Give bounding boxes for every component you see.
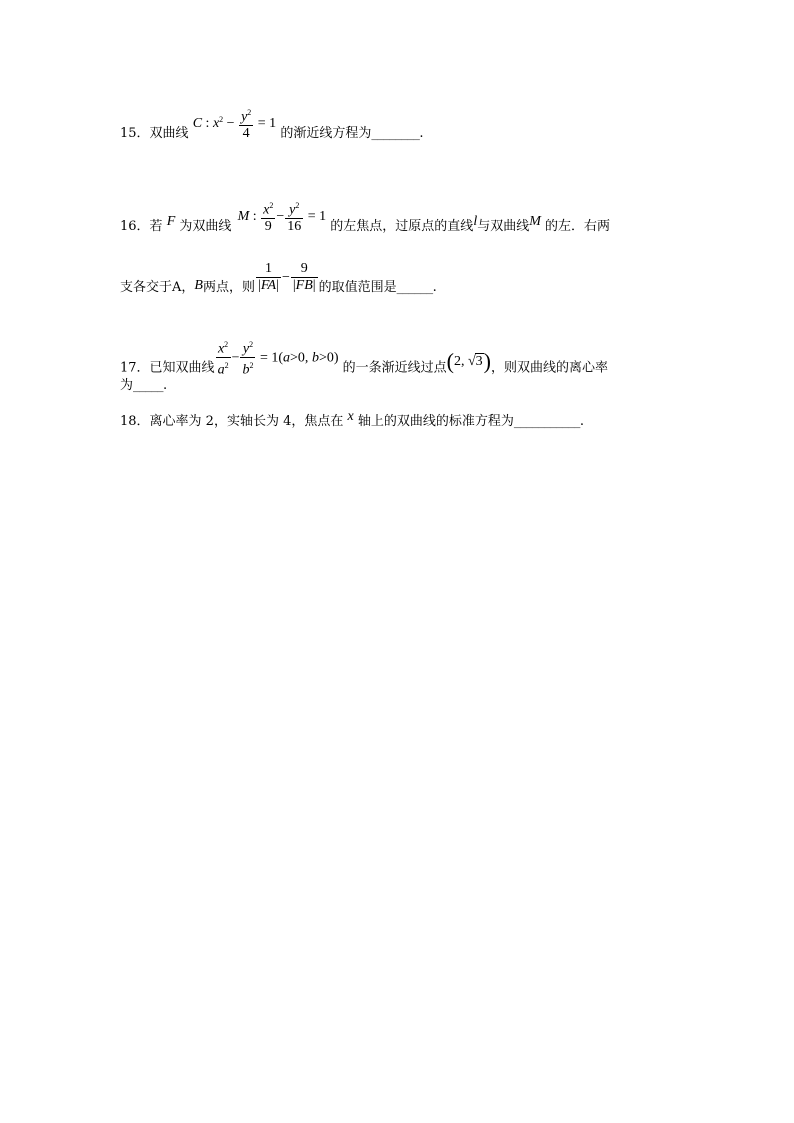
q18-number: 18． <box>120 414 150 429</box>
question-17-line-2 <box>120 378 167 394</box>
question-16 <box>120 201 611 244</box>
q17-text-c: ，则双曲线的离心率 <box>491 360 609 376</box>
q16-text-end: . <box>432 280 437 295</box>
q17-point: (2, √3) <box>446 348 491 374</box>
q16-text-l2a: 支各交于 <box>120 280 173 295</box>
q15-answer-blank: ________ <box>371 126 420 142</box>
q18-var-x: x <box>347 409 354 424</box>
q17-number: 17． <box>120 360 150 376</box>
q16-text-l2c: ， <box>181 280 195 295</box>
q16-text-l2e: 的取值范围是 <box>318 280 397 295</box>
q15-text-mid: 的渐近线方程为 <box>280 126 372 142</box>
q16-number: 16． <box>120 219 150 235</box>
q15-equation: C : $x^2$ − $\frac{y^2}{4}$ = 1 <box>192 108 277 142</box>
q18-text-end: . <box>579 414 585 429</box>
q16-answer-blank: ______ <box>396 280 433 295</box>
q16-text-d: 与双曲线 <box>477 219 530 235</box>
q17-answer-blank: _____ <box>133 378 164 393</box>
q17-equation: $\frac{x^2}{a^2}$ − $\frac{y^2}{b^2}$ = 1(a>0, b>0) <box>217 340 339 378</box>
q17-text-a: 已知双曲线 <box>149 360 215 376</box>
q15-text-pre: 双曲线 <box>149 126 189 142</box>
q16-var-l: l <box>473 214 478 230</box>
q16-expression: $\frac{1}{|FA|}$ − $\frac{9}{|FB|}$ <box>258 261 316 293</box>
q16-text-c: 的左焦点，过原点的直线 <box>330 219 474 235</box>
q17-text-l2a: 为 <box>120 378 134 393</box>
q15-number: 15． <box>120 126 150 142</box>
q17-text-b: 的一条渐近线过点 <box>342 360 447 376</box>
q16-var-b: B <box>194 278 203 293</box>
question-16-line-2 <box>120 261 437 303</box>
q16-text-a: 若 <box>149 219 163 235</box>
q18-text-a: 离心率为 2，实轴长为 4，焦点在 <box>149 414 344 429</box>
q16-var-f: F <box>166 214 176 230</box>
question-17 <box>120 340 609 388</box>
q16-text-l2d: 两点，则 <box>202 280 255 295</box>
q16-equation: M : $\frac{x^2}{9}$ − $\frac{y^2}{16}$ = 1 <box>237 201 327 235</box>
question-18 <box>120 409 585 430</box>
q16-text-e: 的左．右两 <box>545 219 611 235</box>
q18-text-b: 轴上的双曲线的标准方程为 <box>357 414 514 429</box>
q17-text-end: . <box>163 378 168 393</box>
q15-text-end: . <box>419 126 424 142</box>
question-15 <box>120 108 424 151</box>
q16-var-m: M <box>529 214 541 230</box>
q16-text-b: 为双曲线 <box>179 219 232 235</box>
q16-point-a: A <box>172 280 182 295</box>
q18-answer-blank: ___________ <box>513 414 580 429</box>
